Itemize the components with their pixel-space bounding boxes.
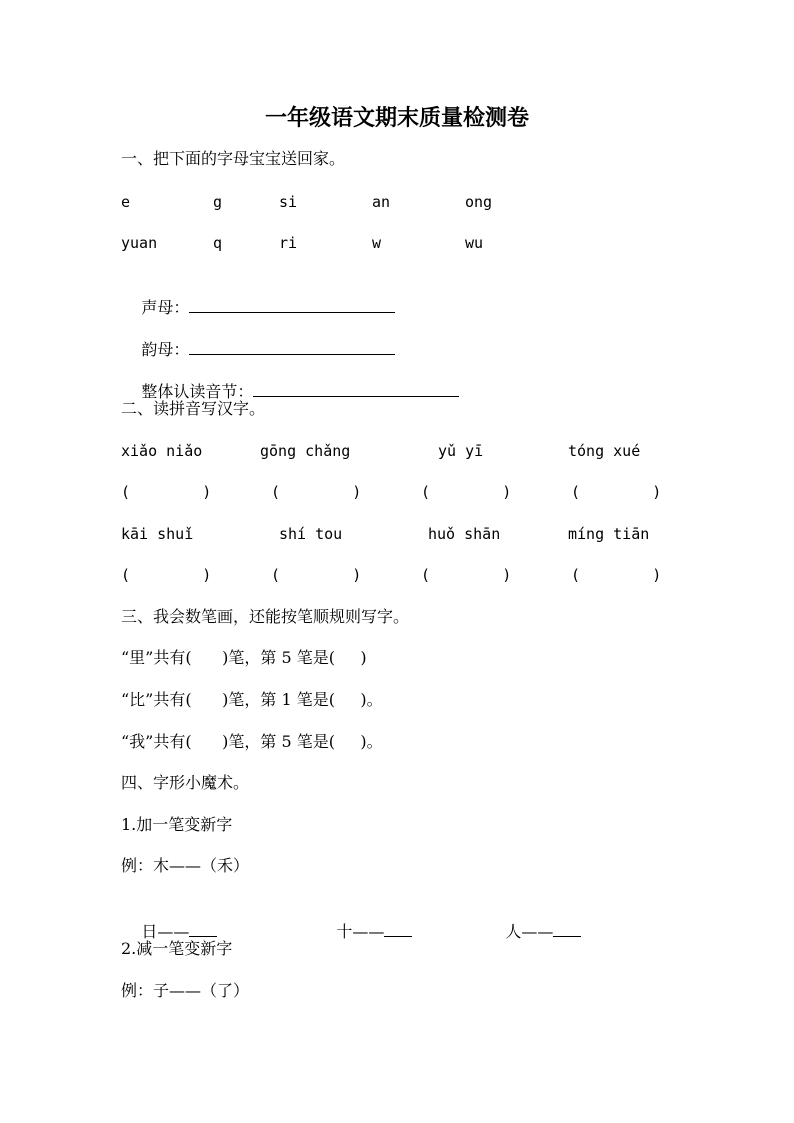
- answer-blank[interactable]: [189, 921, 217, 937]
- shengmu-answer-line[interactable]: [189, 295, 395, 313]
- answer-paren[interactable]: ( ): [271, 566, 362, 584]
- letter-wu: wu: [465, 234, 484, 252]
- pinyin-tongxue: tóng xué: [568, 442, 641, 460]
- pinyin-kaishui: kāi shuǐ: [121, 525, 194, 543]
- answer-paren[interactable]: ( ): [571, 566, 662, 584]
- answer-paren[interactable]: ( ): [421, 566, 512, 584]
- pinyin-huoshan: huǒ shān: [428, 525, 501, 543]
- yunmu-label: 韵母：: [141, 340, 190, 359]
- subsection-remove-stroke: 2.减一笔变新字: [121, 939, 233, 958]
- shengmu-label: 声母：: [141, 298, 190, 317]
- pinyin-gongchang: gōng chǎng: [260, 442, 351, 460]
- letter-e: e: [121, 193, 131, 211]
- example-remove-stroke: 例：子——（了）: [121, 981, 250, 1000]
- add-stroke-char: 人——: [505, 922, 554, 941]
- stroke-question-wo: “我”共有( )笔，第 5 笔是( )。: [121, 732, 383, 751]
- letter-ri: ri: [279, 234, 298, 252]
- letter-ong: ong: [465, 193, 493, 211]
- yunmu-answer-line[interactable]: [189, 337, 395, 355]
- subsection-add-stroke: 1.加一笔变新字: [121, 815, 233, 834]
- pinyin-xiaoniao: xiǎo niǎo: [121, 442, 203, 460]
- section4-heading: 四、字形小魔术。: [121, 773, 250, 792]
- example-add-stroke: 例：木——（禾）: [121, 856, 250, 875]
- section1-heading: 一、把下面的字母宝宝送回家。: [121, 149, 346, 168]
- letter-g: g: [213, 193, 223, 211]
- pinyin-mingtian: míng tiān: [568, 525, 650, 543]
- answer-paren[interactable]: ( ): [571, 483, 662, 501]
- answer-blank[interactable]: [384, 921, 412, 937]
- pinyin-shitou: shí tou: [279, 525, 343, 543]
- page-title: 一年级语文期末质量检测卷: [264, 105, 529, 131]
- stroke-question-bi: “比”共有( )笔，第 1 笔是( )。: [121, 690, 383, 709]
- answer-paren[interactable]: ( ): [271, 483, 362, 501]
- pinyin-yuyi: yǔ yī: [438, 442, 484, 460]
- letter-an: an: [372, 193, 391, 211]
- zhengti-answer-line[interactable]: [253, 379, 459, 397]
- add-stroke-char: 十——: [336, 922, 385, 941]
- add-stroke-char: 日——: [141, 922, 190, 941]
- section3-heading: 三、我会数笔画，还能按笔顺规则写字。: [121, 607, 410, 626]
- letter-yuan: yuan: [121, 234, 158, 252]
- add-stroke-item: [485, 899, 581, 965]
- add-stroke-item: [316, 899, 412, 965]
- answer-paren[interactable]: ( ): [421, 483, 512, 501]
- letter-w: w: [372, 234, 382, 252]
- answer-paren[interactable]: ( ): [121, 483, 212, 501]
- stroke-question-li: “里”共有( )笔，第 5 笔是( ): [121, 648, 367, 667]
- answer-paren[interactable]: ( ): [121, 566, 212, 584]
- answer-blank[interactable]: [553, 921, 581, 937]
- letter-si: si: [279, 193, 298, 211]
- section2-heading: 二、读拼音写汉字。: [121, 399, 266, 418]
- letter-q: q: [213, 234, 223, 252]
- zhengti-label: 整体认读音节：: [141, 382, 254, 401]
